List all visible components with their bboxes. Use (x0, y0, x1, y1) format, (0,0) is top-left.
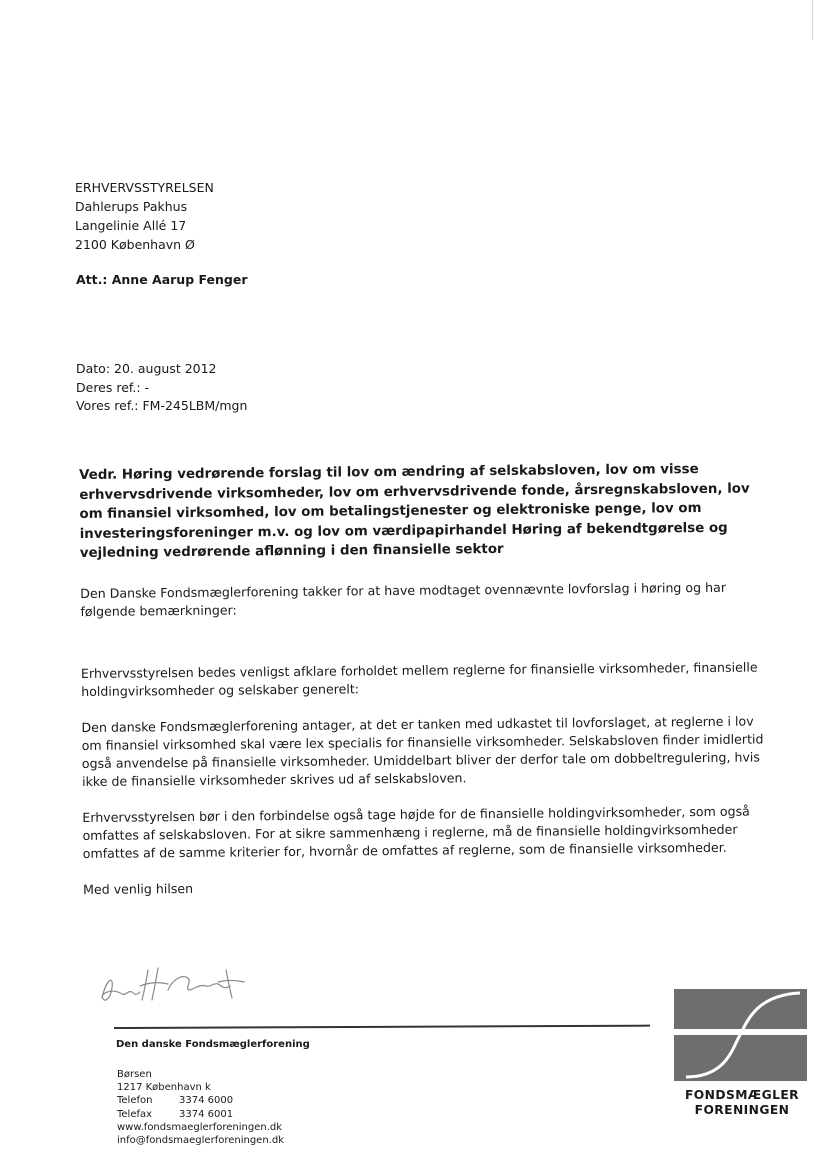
recipient-line-2: Dahlerups Pakhus (75, 199, 188, 214)
phone-number: 3374 6000 (179, 1095, 234, 1107)
scan-edge-line (812, 0, 813, 40)
footer-contact (117, 1068, 284, 1147)
footer-divider (114, 1025, 650, 1029)
recipient-line-1: ERHVERVSSTYRELSEN (75, 180, 214, 195)
fax-number: 3374 6001 (179, 1108, 234, 1120)
paragraph-holding: Erhvervsstyrelsen bør i den forbindelse også tage højde for de finansielle holdingvirksomheder, som også omfattes af selskabsloven. For at sikre sammenhæng i reglerne, må de finansielle holdingvirksomheder omfattes af de samme kriterier for, hvornår de omfattes af reglerne, som de finansielle virksomheder. (82, 803, 750, 861)
handwritten-signature (96, 960, 256, 1010)
fax-label: Telefax (117, 1108, 153, 1120)
footer-address-2: 1217 København k (117, 1082, 211, 1094)
closing-greeting: Med venlig hilsen (82, 880, 194, 897)
fondsmaegler-logo-mark (674, 989, 807, 1081)
recipient-line-3: Langelinie Allé 17 (75, 218, 187, 233)
footer-org-name: Den danske Fondsmæglerforening (116, 1039, 310, 1050)
footer-website: www.fondsmaeglerforeningen.dk (117, 1121, 283, 1133)
paragraph-intro: Den Danske Fondsmæglerforening takker for at have modtaget ovennævnte lovforslag i høring og har følgende bemærkninger: (80, 579, 727, 619)
paragraph-assumption: Den danske Fondsmæglerforening antager, at det er tanken med udkastet til lovforslaget, at reglerne i lov om finansiel virksomhed skal være lex specialis for finansielle virksomheder. Selskabsloven finder imidlertid også anvendelse på finansielle virksomheder. Umiddelbart bliver der derfor tale om dobbeltregulering, hvis ikke de finansielle virksomheder skrives ud af selskabsloven. (81, 713, 764, 789)
their-reference: Deres ref.: - (76, 379, 150, 395)
footer-phone-row (117, 1094, 284, 1107)
date-line: Dato: 20. august 2012 (76, 361, 217, 376)
phone-label: Telefon (117, 1095, 153, 1107)
letter-meta (76, 360, 247, 416)
subject-heading: Vedr. Høring vedrørende forslag til lov om ændring af selskabsloven, lov om visse erhvervsdrivende virksomheder, lov om erhvervsdrivende fonde, årsregnskabsloven, lov om finansiel virksomhed, lov om betalingstjenester og elektroniske penge, lov om investeringsforeninger m.v. og lov om værdipapirhandel Høring af bekendtgørelse og vejledning vedrørende aflønning i den finansielle sektor (79, 462, 750, 561)
recipient-line-4: 2100 København Ø (75, 237, 195, 252)
footer-fax-row (117, 1108, 284, 1121)
footer-address-1: Børsen (117, 1069, 152, 1080)
recipient-address (75, 178, 214, 254)
logo-text-line-2: FORENINGEN (694, 1102, 790, 1117)
our-reference: Vores ref.: FM-245LBM/mgn (76, 398, 248, 413)
logo-text-line-1: FONDSMÆGLER (685, 1088, 799, 1102)
letter-body (79, 459, 773, 898)
paragraph-request: Erhvervsstyrelsen bedes venligst afklare forholdet mellem reglerne for finansielle virksomheder, finansielle holdingvirksomheder og selskaber generelt: (80, 658, 758, 699)
footer-email: info@fondsmaeglerforeningen.dk (117, 1135, 284, 1147)
logo-wordmark (662, 1088, 822, 1117)
attention-line: Att.: Anne Aarup Fenger (76, 272, 248, 287)
